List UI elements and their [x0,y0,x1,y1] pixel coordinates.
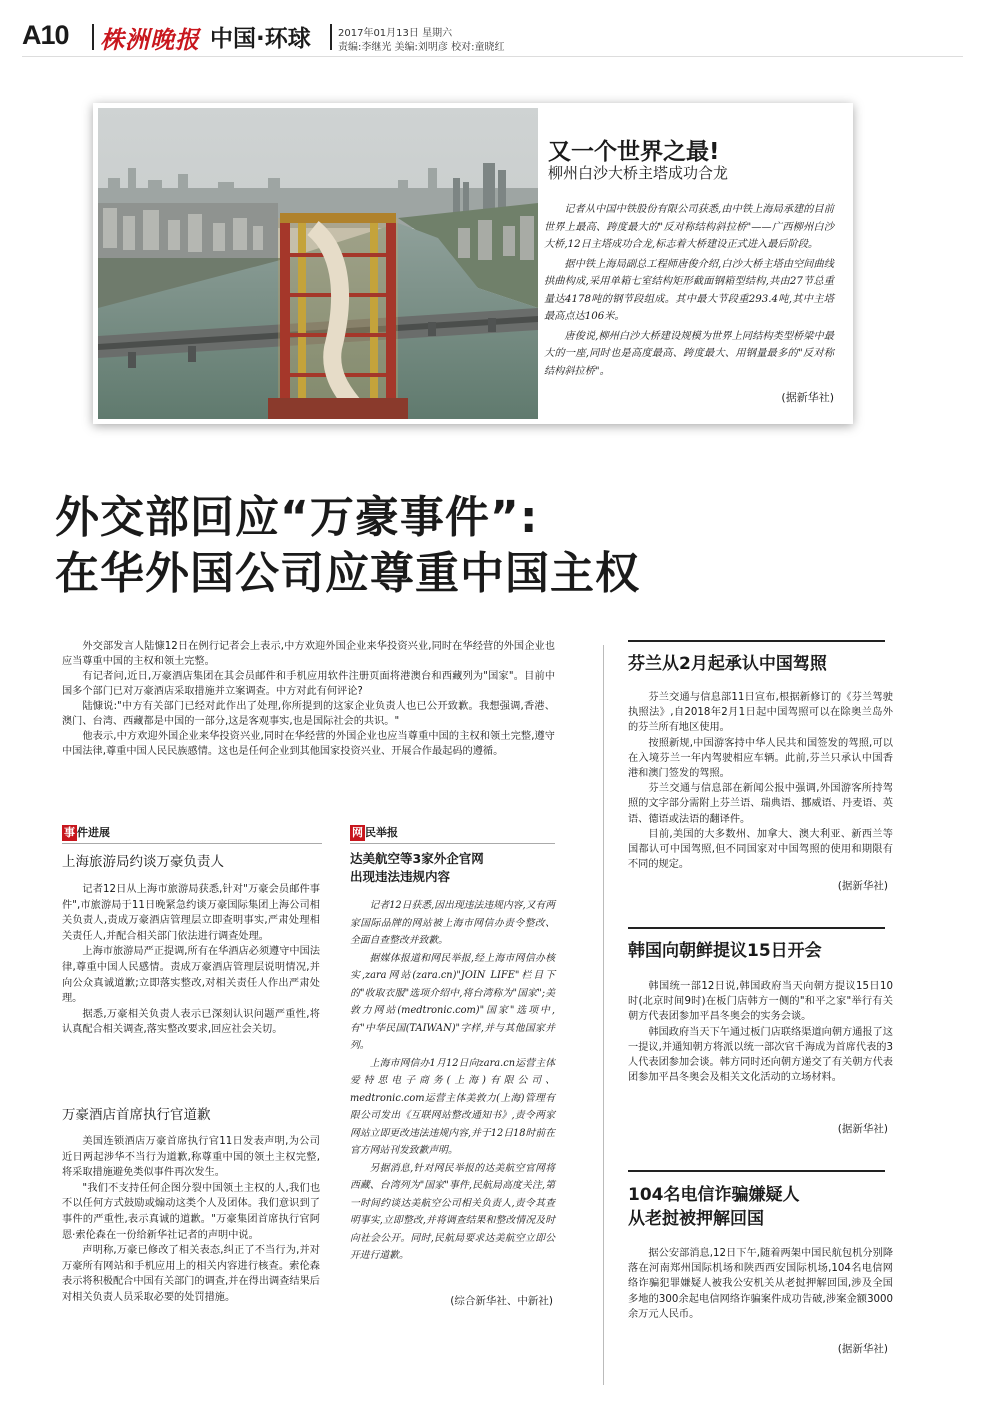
lead-paragraph: 有记者问,近日,万豪酒店集团在其会员邮件和手机应用软件注册页面将港澳台和西藏列为"国家"。目前中国多个部门已对万豪酒店采取措施并立案调查。中方对此有何评论? [62,671,555,697]
feature-paragraph: 据中铁上海局副总工程师唐俊介绍,白沙大桥主塔由空间曲线拱曲构成,采用单箱七室结构矩形截面钢箱型结构,共由27节总重量达4178吨的钢节段组成。其中最大节段重293.4吨,其中主塔最高点达106米。 [544,258,834,322]
feature-subtitle: 柳州白沙大桥主塔成功合龙 [548,164,729,182]
newspaper-logo: 株洲晚报 [100,25,200,54]
report-paragraph: 上海市网信办1月12日向zara.cn运营主体爱特思电子商务(上海)有限公司、medtronic.com运营主体美敦力(上海)管理有限公司发出《互联网站整改通知书》,责令两家网站立即更改违法违规内容,并于12日18时前在官方网站刊发致歉声明。 [350,1057,555,1156]
events-paragraph: 美国连锁酒店万豪首席执行官11日发表声明,为公司近日两起涉华不当行为道歉,称尊重中国的领土主权完整,将采取措施避免类似事件再次发生。 [62,1136,320,1179]
korea-body [628,979,893,1085]
fraud-paragraph: 据公安部消息,12日下午,随着两架中国民航包机分别降落在河南郑州国际机场和陕西西安国际机场,104名电信网络诈骗犯罪嫌疑人被我公安机关从老挝押解回国,涉及全国多地的300余起电信网络诈骗案件成功告破,涉案金额3000余万元人民币。 [628,1248,893,1320]
headline-line: 外交部回应“万豪事件”: [55,492,539,543]
feature-paragraph: 记者从中国中铁股份有限公司获悉,由中铁上海局承建的目前世界上最高、跨度最大的"反对称结构斜拉桥"——广西柳州白沙大桥,12日主塔成功合龙,标志着大桥建设正式进入最后阶段。 [544,204,834,250]
events-label-mark: 事 [64,826,75,839]
report-label-mark: 网 [352,826,363,839]
lead-paragraph: 他表示,中方欢迎外国企业来华投资兴业,同时在华经营的外国企业也应当尊重中国的主权和领土完整,遵守中国法律,尊重中国人民民族感情。这也是任何企业到其他国家投资兴业、开展合作最起码的遵循。 [62,731,555,757]
fraud-headline-line: 从老挝被押解回国 [628,1209,764,1229]
korea-source: (据新华社) [837,1123,888,1135]
events-body [62,1134,320,1306]
events-paragraph: 据悉,万豪相关负责人表示已深刻认识问题严重性,将认真配合相关调查,落实整改要求,回应社会关切。 [62,1008,320,1036]
events-paragraph: "我们不支持任何企图分裂中国领土主权的人,我们也不以任何方式鼓励或煽动这类个人及团体。我们意识到了事件的严重性,表示真诚的道歉。"万豪集团首席执行官阿恩·索伦森在一份给新华社记者的声明中说。 [62,1182,320,1241]
report-label-rule [350,843,555,844]
main-headline [55,490,955,602]
finland-paragraph: 按照新规,中国游客持中华人民共和国签发的驾照,可以在入境芬兰一年内驾驶相应车辆。此前,芬兰只承认中国香港和澳门签发的驾照。 [628,737,893,780]
report-paragraph: 据媒体报道和网民举报,经上海市网信办核实,zara网站(zara.cn)"JOIN LIFE"栏目下的"收取衣服"选项介绍中,将台湾称为"国家";美敦力网站(medtronic.com)"国家"选项中,有"中华民国(TAIWAN)"字样,并与其他国家并列。 [350,952,555,1051]
bridge-photo-illustration [98,108,538,419]
events-label-rule [62,843,322,844]
feature-box [93,103,853,424]
fraud-source: (据新华社) [837,1343,888,1355]
events-subheading: 万豪酒店首席执行官道歉 [62,1107,211,1123]
report-paragraph: 记者12日获悉,因出现违法违规内容,又有两家国际品牌的网站被上海市网信办责令整改、全面自查整改并致歉。 [350,900,555,946]
report-source: (综合新华社、中新社) [450,1295,553,1307]
lead-article [62,639,555,759]
bridge-photo [98,108,538,419]
finland-paragraph: 芬兰交通与信息部在新闻公报中强调,外国游客所持驾照的文字部分需附上芬兰语、瑞典语、挪威语、丹麦语、英语、德语或法语的翻译件。 [628,783,893,825]
lead-paragraph: 陆慷说:"中方有关部门已经对此作出了处理,你所提到的这家企业负责人也已公开致歉。我想强调,香港、澳门、台湾、西藏都是中国的一部分,这是客观事实,也是国际社会的共识。" [62,701,555,727]
korea-paragraph: 韩国政府当天下午通过板门店联络渠道向朝方通报了这一提议,并通知朝方将派以统一部次官千海成为首席代表的3人代表团参加会谈。韩方同时还向朝方递交了有关朝方代表团参加平昌冬奥会及相关文化活动的立场材料。 [628,1026,893,1084]
feature-title: 又一个世界之最! [548,139,720,165]
lead-paragraph: 外交部发言人陆慷12日在例行记者会上表示,中方欢迎外国企业来华投资兴业,同时在华经营的外国企业也应当尊重中国的主权和领土完整。 [62,641,555,667]
report-paragraph: 另据消息,针对网民举报的达美航空官网将西藏、台湾列为"国家"事件,民航局高度关注,第一时间约谈达美航空公司相关负责人,责令其查明事实,立即整改,并将调查结果和整改情况及时向社会公开。同时,民航局要求达美航空立即公开进行道歉。 [350,1162,555,1261]
headline-line: 在华外国公司应尊重中国主权 [55,548,640,599]
korea-paragraph: 韩国统一部12日说,韩国政府当天向朝方提议15日10时(北京时间9时)在板门店韩方一侧的"和平之家"举行有关朝方代表团参加平昌冬奥会的实务会谈。 [628,981,893,1023]
report-title-line: 出现违法违规内容 [350,869,451,884]
korea-headline: 韩国向朝鲜提议15日开会 [628,941,822,961]
article-rule [628,1170,885,1172]
issue-date: 2017年01月13日 星期六 [338,28,453,39]
report-label [350,825,398,841]
masthead-divider [92,24,94,50]
finland-paragraph: 芬兰交通与信息部11日宣布,根据新修订的《芬兰驾驶执照法》,自2018年2月1日起中国驾照可以在除奥兰岛外的芬兰所有地区使用。 [628,692,893,734]
article-rule [628,927,885,929]
report-title [350,850,555,886]
events-body [62,882,320,1038]
finland-headline: 芬兰从2月起承认中国驾照 [628,654,827,674]
finland-body [628,690,893,872]
finland-paragraph: 目前,美国的大多数州、加拿大、澳大利亚、新西兰等国都认可中国驾照,但不同国家对中国驾照的使用和期限有不同的规定。 [628,828,893,871]
feature-body [544,201,834,382]
report-title-line: 达美航空等3家外企官网 [350,851,484,866]
section-name: 中国·环球 [210,26,311,52]
report-label-text: 民举报 [365,826,398,839]
finland-source: (据新华社) [837,880,888,892]
events-paragraph: 声明称,万豪已修改了相关表态,纠正了不当行为,并对万豪所有网站和手机应用上的相关内容进行核查。索伦森表示将积极配合中国有关部门的调查,并在得出调查结果后对相关负责人员采取必要的处罚措施。 [62,1245,320,1303]
feature-source: (据新华社) [781,391,834,404]
editor-credits: 责编:李继光 美编:刘明彦 校对:童晓红 [338,42,505,53]
feature-paragraph: 唐俊说,柳州白沙大桥建设规模为世界上同结构类型桥梁中最大的一座,同时也是高度最高、跨度最大、用钢量最多的"反对称结构斜拉桥"。 [544,330,834,377]
events-label [62,825,110,841]
article-rule [628,640,885,642]
page-number: A10 [22,20,69,50]
masthead-rule [22,56,963,57]
fraud-headline [628,1183,800,1231]
events-paragraph: 上海市旅游局严正提调,所有在华酒店必须遵守中国法律,尊重中国人民感情。责成万豪酒店管理层说明情况,并向公众真诚道歉;立即落实整改,对相关责任人作出严肃处理。 [62,946,320,1005]
fraud-headline-line: 104名电信诈骗嫌疑人 [628,1185,800,1205]
column-divider [603,645,604,1385]
fraud-body [628,1246,893,1322]
events-label-text: 件进展 [77,826,110,839]
events-subheading: 上海旅游局约谈万豪负责人 [62,854,224,870]
masthead-divider [330,24,332,50]
events-paragraph: 记者12日从上海市旅游局获悉,针对"万豪会员邮件事件",市旅游局于11日晚紧急约谈万豪国际集团上海公司相关负责人,责成万豪酒店管理层立即查明事实,严肃处理相关责任人,并配合相关部门依法进行调查处理。 [62,884,320,942]
report-body [350,897,555,1265]
